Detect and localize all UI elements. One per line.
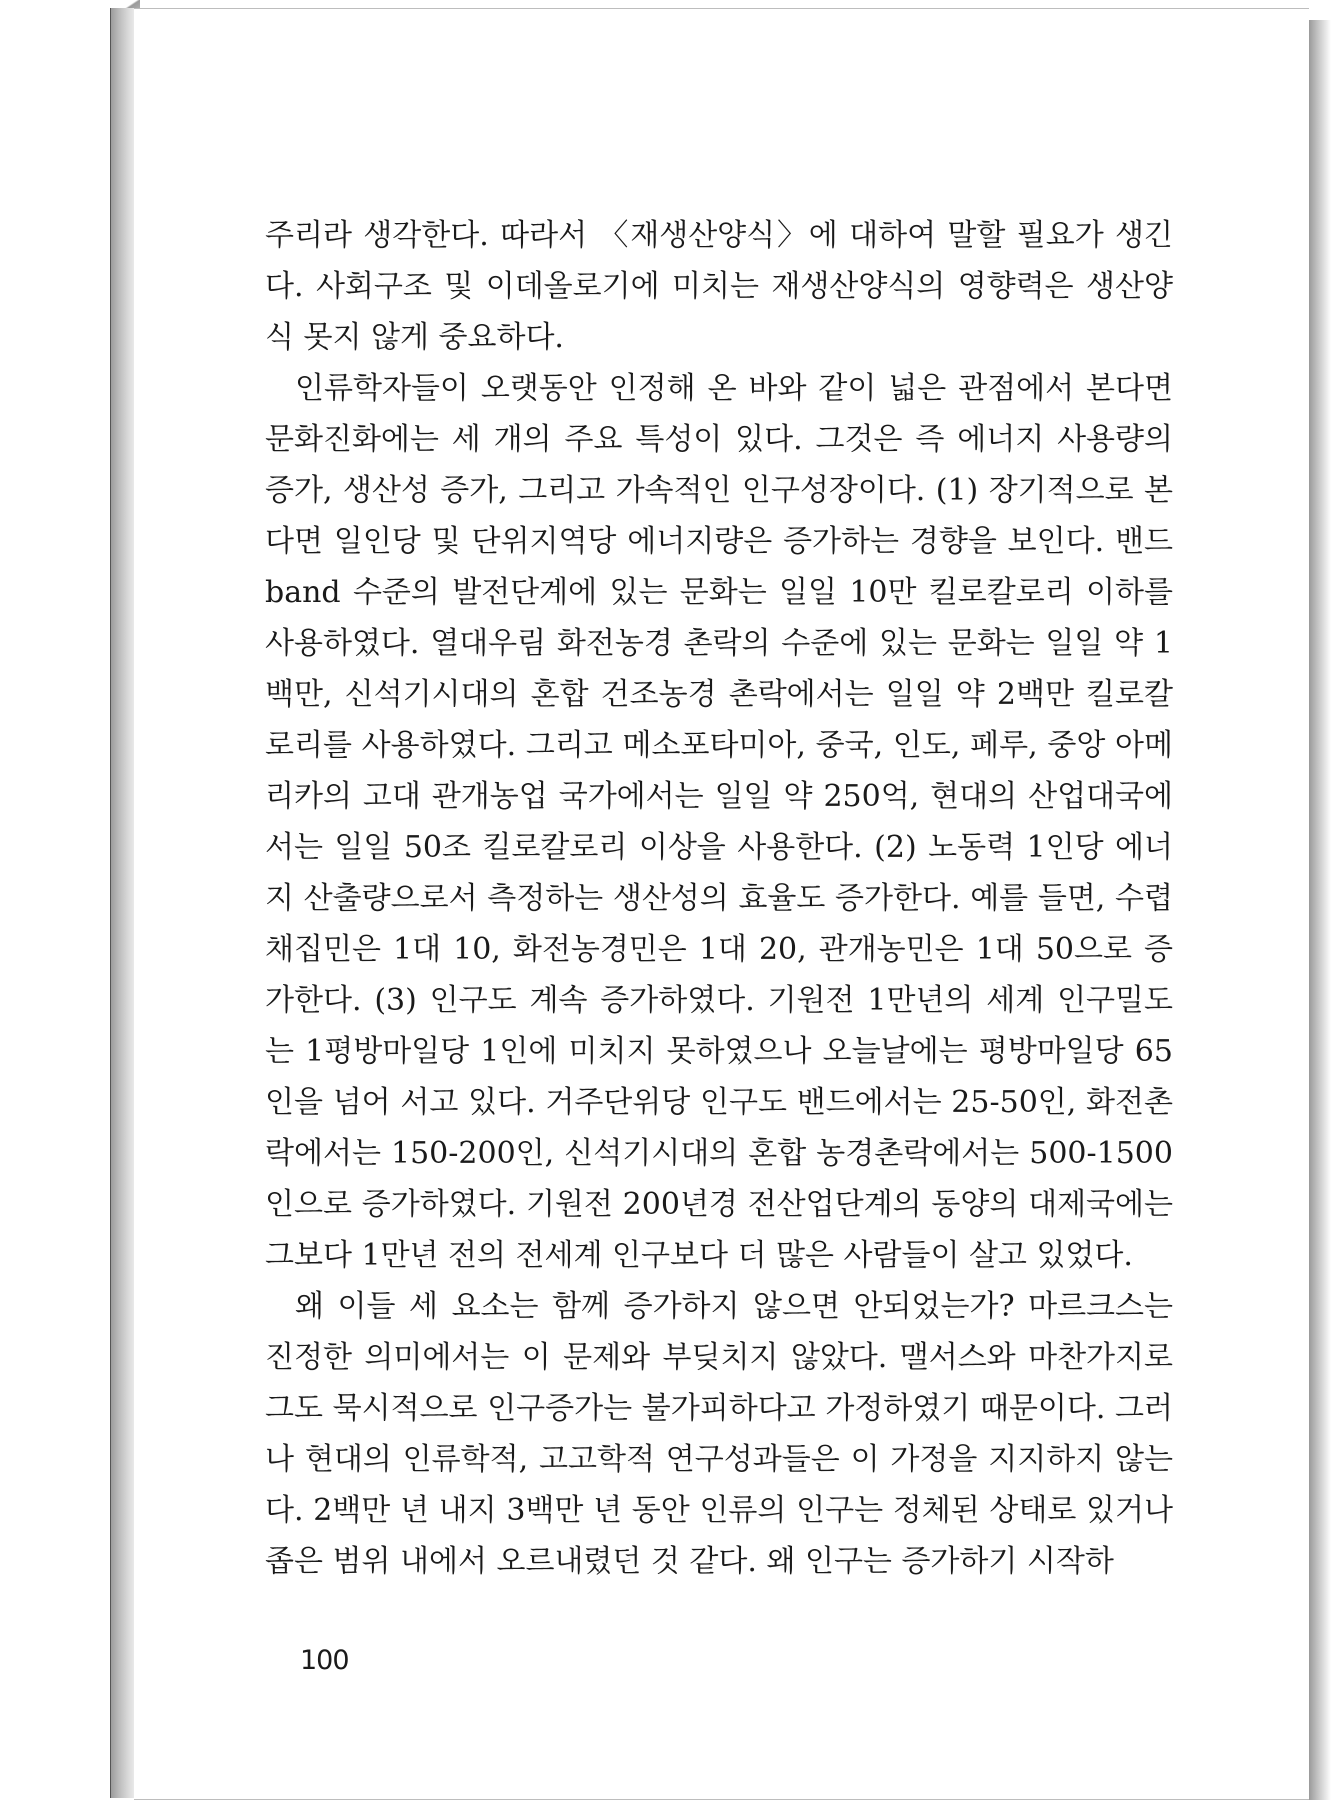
body-text — [265, 210, 1173, 1587]
paragraph: 인류학자들이 오랫동안 인정해 온 바와 같이 넓은 관점에서 본다면 문화진화에는 세 개의 주요 특성이 있다. 그것은 즉 에너지 사용량의 증가, 생산성 증가, 그리고 가속적인 인구성장이다. (1) 장기적으로 본다면 일인당 및 단위지역당 에너지량은 증가하는 경향을 보인다. 밴드band 수준의 발전단계에 있는 문화는 일일 10만 킬로칼로리 이하를 사용하였다. 열대우림 화전농경 촌락의 수준에 있는 문화는 일일 약 1백만, 신석기시대의 혼합 건조농경 촌락에서는 일일 약 2백만 킬로칼로리를 사용하였다. 그리고 메소포타미아, 중국, 인도, 페루, 중앙 아메리카의 고대 관개농업 국가에서는 일일 약 250억, 현대의 산업대국에서는 일일 50조 킬로칼로리 이상을 사용한다. (2) 노동력 1인당 에너지 산출량으로서 측정하는 생산성의 효율도 증가한다. 예를 들면, 수렵채집민은 1대 10, 화전농경민은 1대 20, 관개농민은 1대 50으로 증가한다. (3) 인구도 계속 증가하였다. 기원전 1만년의 세계 인구밀도는 1평방마일당 1인에 미치지 못하였으나 오늘날에는 평방마일당 65인을 넘어 서고 있다. 거주단위당 인구도 밴드에서는 25-50인, 화전촌락에서는 150-200인, 신석기시대의 혼합 농경촌락에서는 500-1500인으로 증가하였다. 기원전 200년경 전산업단계의 동양의 대제국에는 그보다 1만년 전의 전세계 인구보다 더 많은 사람들이 살고 있었다. — [265, 371, 1173, 1273]
book-spine — [110, 8, 135, 1798]
page-number: 100 — [300, 1645, 349, 1676]
page-shadow — [1309, 20, 1331, 1800]
paragraph: 왜 이들 세 요소는 함께 증가하지 않으면 안되었는가? 마르크스는 진정한 의미에서는 이 문제와 부딪치지 않았다. 맬서스와 마찬가지로 그도 묵시적으로 인구증가는 불가피하다고 가정하였기 때문이다. 그러나 현대의 인류학적, 고고학적 연구성과들은 이 가정을 지지하지 않는다. 2백만 년 내지 3백만 년 동안 인류의 인구는 정체된 상태로 있거나 좁은 범위 내에서 오르내렸던 것 같다. 왜 인구는 증가하기 시작하 — [265, 1289, 1173, 1579]
paragraph-continued: 주리라 생각한다. 따라서 〈재생산양식〉에 대하여 말할 필요가 생긴다. 사회구조 및 이데올로기에 미치는 재생산양식의 영향력은 생산양식 못지 않게 중요하다. — [265, 218, 1173, 355]
